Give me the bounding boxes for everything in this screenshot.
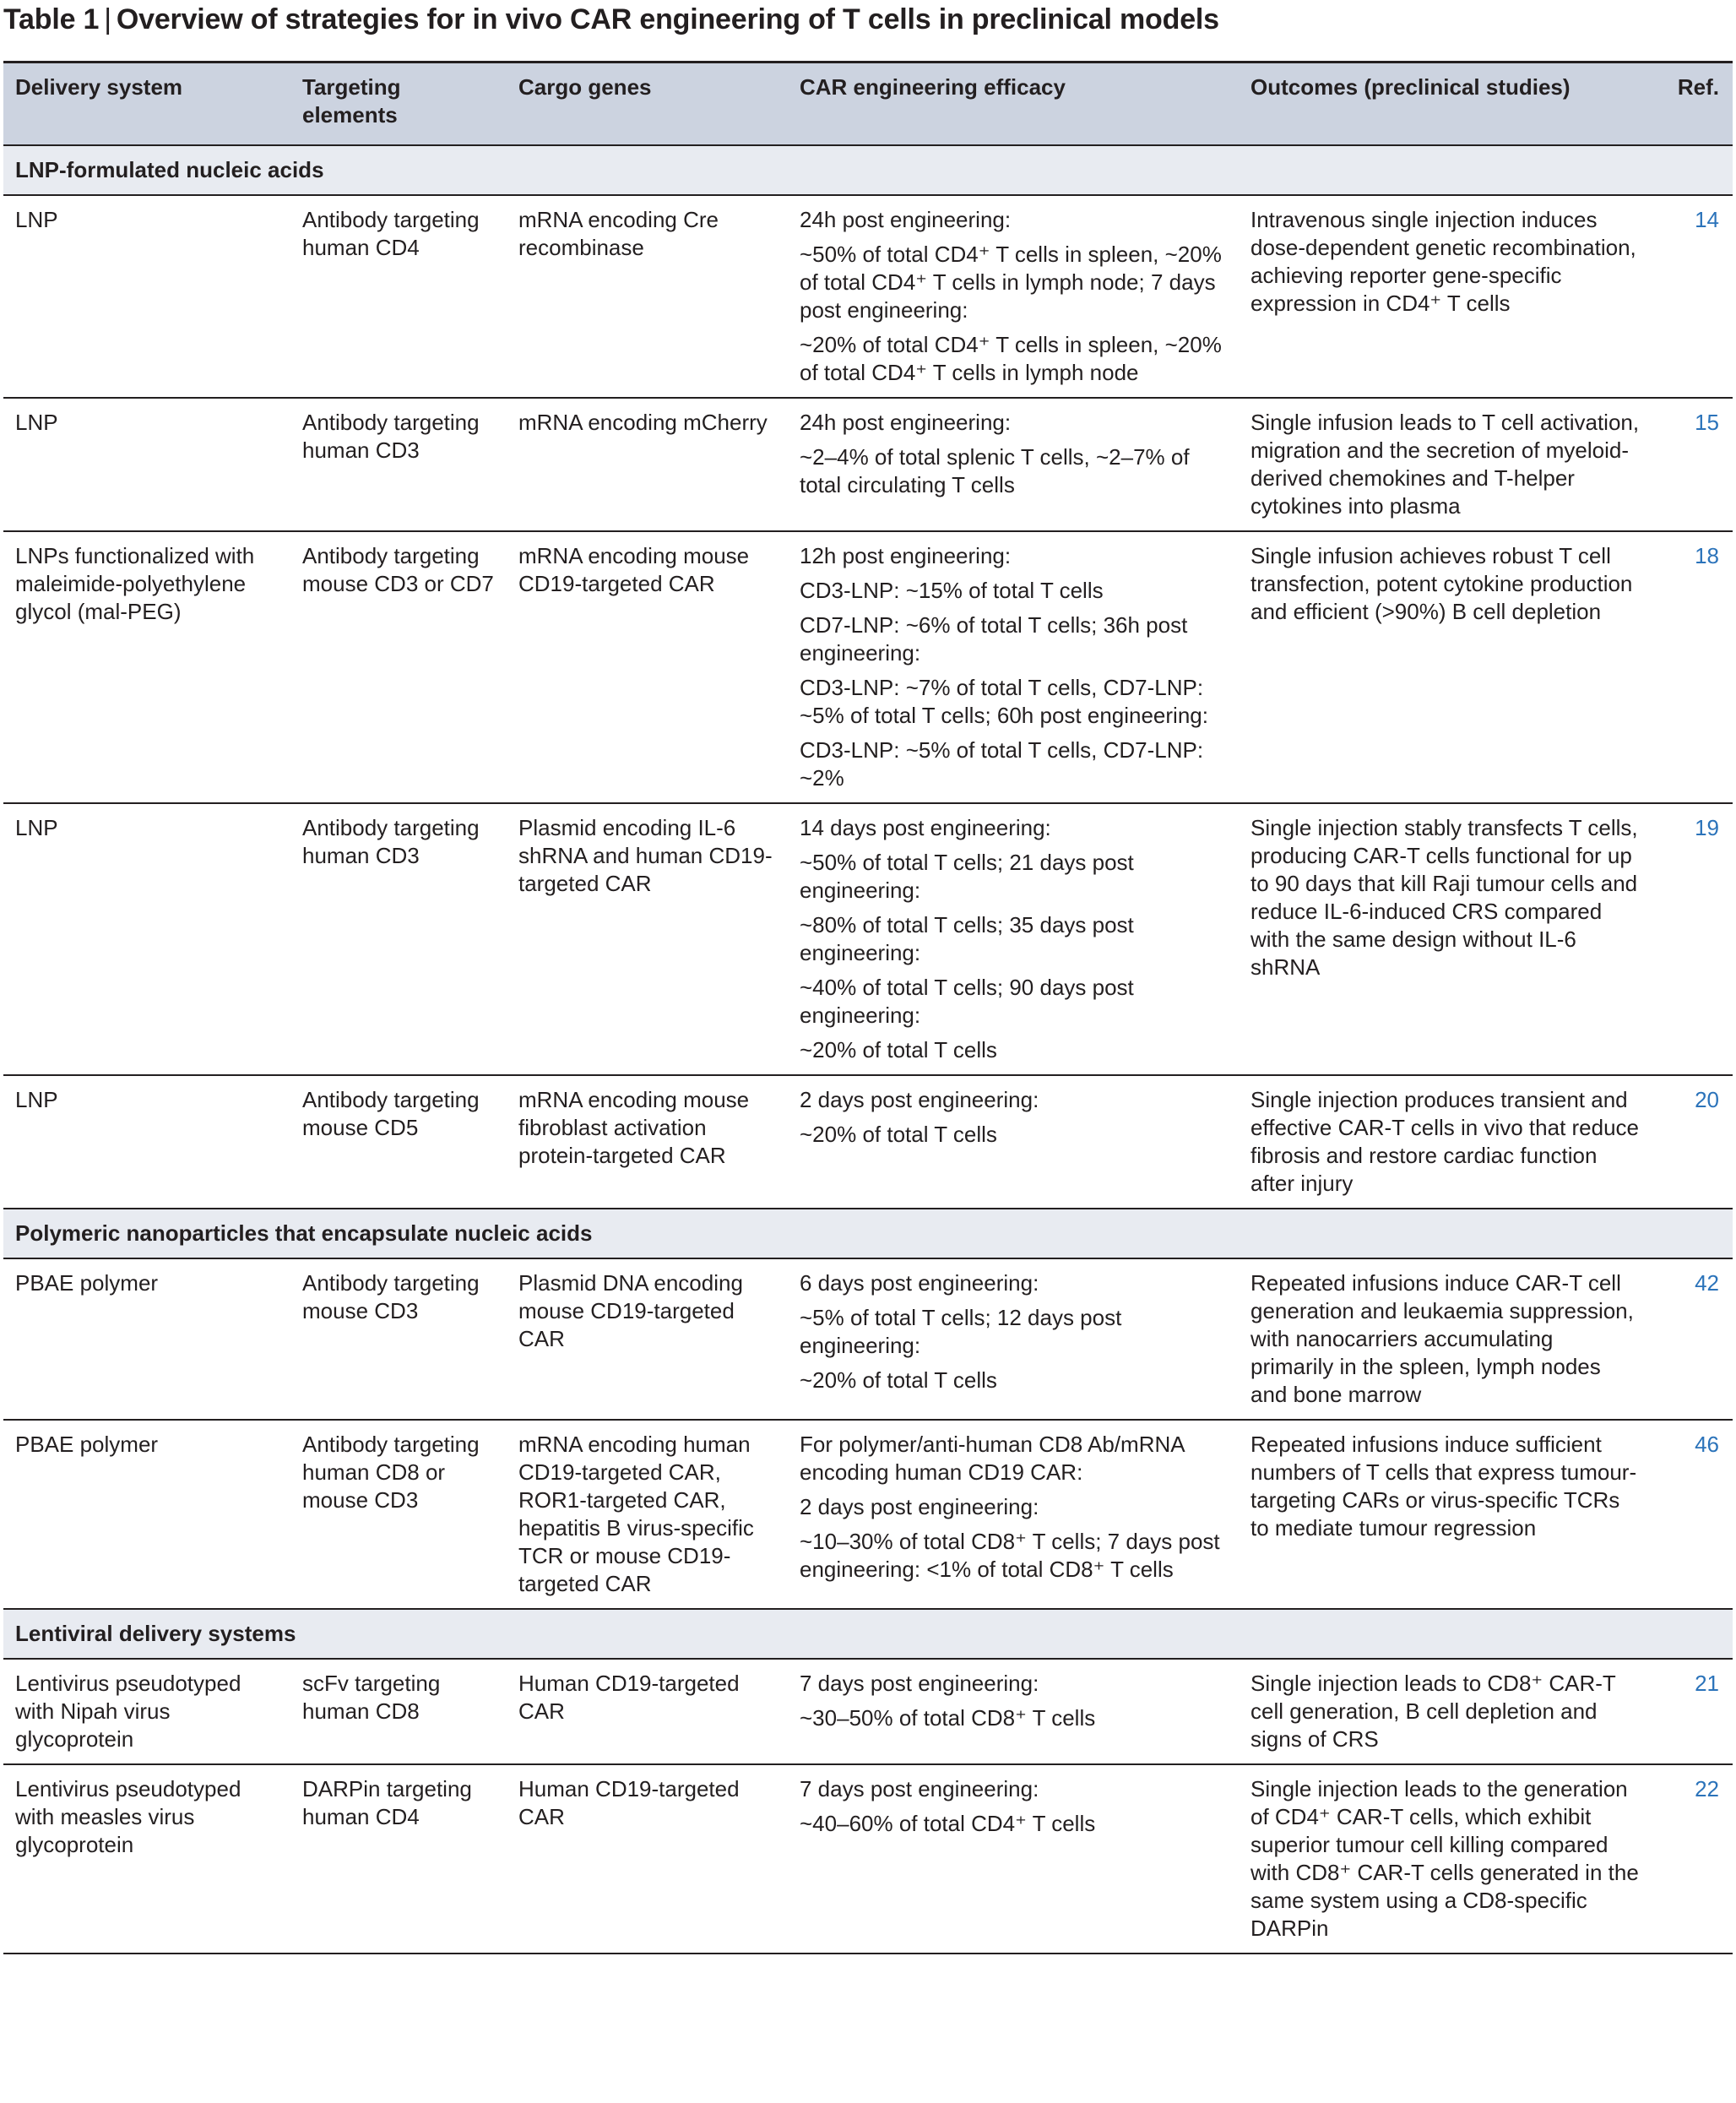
section-title: Lentiviral delivery systems [15, 1621, 296, 1646]
reference-link[interactable]: 20 [1695, 1087, 1719, 1112]
targeting-elements-cell: Antibody targeting human CD4 [302, 207, 480, 260]
delivery-system-cell: PBAE polymer [15, 1270, 159, 1296]
delivery-system-cell: LNPs functionalized with maleimide-polyethylene glycol (mal-PEG) [15, 543, 255, 624]
outcome-cell: Single injection stably transfects T cells, producing CAR-T cells functional for up to 90 days that kill Raji tumour cells and reduce IL-6-induced CRS compared with the same design without IL-6 shRNA [1250, 815, 1638, 980]
targeting-elements-cell: DARPin targeting human CD4 [302, 1776, 472, 1829]
table-row [3, 1764, 1733, 1954]
efficacy-line: ~20% of total T cells [800, 1122, 997, 1147]
efficacy-line: 7 days post engineering: [800, 1776, 1039, 1801]
header-outcomes: Outcomes (preclinical studies) [1250, 74, 1571, 100]
header-delivery-system: Delivery system [15, 74, 183, 100]
cargo-genes-cell: mRNA encoding Cre recombinase [518, 207, 719, 260]
efficacy-cell [788, 398, 1239, 531]
efficacy-line: ~30–50% of total CD8⁺ T cells [800, 1705, 1096, 1731]
cargo-genes-cell: mRNA encoding mCherry [518, 410, 768, 435]
efficacy-line: 12h post engineering: [800, 543, 1012, 568]
efficacy-cell [788, 1764, 1239, 1954]
table-row [3, 803, 1733, 1075]
delivery-system-cell: LNP [15, 1087, 58, 1112]
outcome-cell: Repeated infusions induce CAR-T cell generation and leukaemia suppression, with nanocarriers accumulating primarily in the spleen, lymph nodes and bone marrow [1250, 1270, 1634, 1407]
outcome-cell: Single infusion leads to T cell activation, migration and the secretion of myeloid-derived chemokines and T-helper cytokines into plasma [1250, 410, 1640, 519]
outcome-cell: Single injection leads to CD8⁺ CAR-T cell generation, B cell depletion and signs of CRS [1250, 1671, 1616, 1752]
delivery-system-cell: Lentivirus pseudotyped with Nipah virus glycoprotein [15, 1671, 241, 1752]
cargo-genes-cell: Human CD19-targeted CAR [518, 1671, 740, 1724]
delivery-system-cell: LNP [15, 815, 58, 840]
efficacy-line: ~20% of total T cells [800, 1367, 997, 1393]
efficacy-line: For polymer/anti-human CD8 Ab/mRNA encoding human CD19 CAR: [800, 1432, 1185, 1485]
header-targeting-elements: Targeting elements [302, 74, 401, 128]
table-label: Table 1 [3, 3, 100, 35]
table-row [3, 531, 1733, 803]
reference-link[interactable]: 21 [1695, 1671, 1719, 1696]
targeting-elements-cell: scFv targeting human CD8 [302, 1671, 441, 1724]
efficacy-line: 24h post engineering: [800, 410, 1012, 435]
table-title [3, 3, 1219, 36]
outcome-cell: Single injection leads to the generation of CD4⁺ CAR-T cells, which exhibit superior tumour cell killing compared with CD8⁺ CAR-T cells generated in the same system using a CD8-specific DARPin [1250, 1776, 1639, 1941]
targeting-elements-cell: Antibody targeting human CD8 or mouse CD3 [302, 1432, 480, 1513]
table-row [3, 1420, 1733, 1609]
strategies-table [3, 61, 1733, 1954]
delivery-system-cell: PBAE polymer [15, 1432, 159, 1457]
delivery-system-cell: LNP [15, 410, 58, 435]
efficacy-cell [788, 195, 1239, 398]
delivery-system-cell: LNP [15, 207, 58, 232]
section-row [3, 145, 1733, 195]
reference-link[interactable]: 19 [1695, 815, 1719, 840]
title-separator: | [104, 3, 111, 35]
header-ref: Ref. [1677, 74, 1719, 100]
efficacy-cell [788, 803, 1239, 1075]
table-title-text: Overview of strategies for in vivo CAR engineering of T cells in preclinical models [116, 3, 1219, 35]
efficacy-line: ~80% of total T cells; 35 days post engineering: [800, 912, 1134, 965]
efficacy-line: ~10–30% of total CD8⁺ T cells; 7 days post engineering: <1% of total CD8⁺ T cells [800, 1529, 1220, 1582]
table-row [3, 195, 1733, 398]
outcome-cell: Intravenous single injection induces dose-dependent genetic recombination, achieving reporter gene-specific expression in CD4⁺ T cells [1250, 207, 1636, 316]
table-body [3, 145, 1733, 1954]
efficacy-line: 2 days post engineering: [800, 1087, 1039, 1112]
cargo-genes-cell: mRNA encoding human CD19-targeted CAR, ROR1-targeted CAR, hepatitis B virus-specific TCR or mouse CD19-targeted CAR [518, 1432, 754, 1596]
efficacy-cell [788, 531, 1239, 803]
targeting-elements-cell: Antibody targeting mouse CD3 or CD7 [302, 543, 494, 596]
efficacy-line: 6 days post engineering: [800, 1270, 1039, 1296]
header-cargo-genes: Cargo genes [518, 74, 652, 100]
efficacy-line: CD3-LNP: ~15% of total T cells [800, 578, 1104, 603]
delivery-system-cell: Lentivirus pseudotyped with measles virus glycoprotein [15, 1776, 241, 1857]
efficacy-line: 2 days post engineering: [800, 1494, 1039, 1519]
reference-link[interactable]: 22 [1695, 1776, 1719, 1801]
outcome-cell: Single injection produces transient and effective CAR-T cells in vivo that reduce fibrosis and restore cardiac function after injury [1250, 1087, 1640, 1196]
cargo-genes-cell: Human CD19-targeted CAR [518, 1776, 740, 1829]
efficacy-cell [788, 1420, 1239, 1609]
efficacy-line: ~5% of total T cells; 12 days post engineering: [800, 1305, 1122, 1358]
targeting-elements-cell: Antibody targeting human CD3 [302, 410, 480, 463]
table-row [3, 1659, 1733, 1764]
outcome-cell: Repeated infusions induce sufficient numbers of T cells that express tumour-targeting CARs or virus-specific TCRs to mediate tumour regression [1250, 1432, 1637, 1541]
efficacy-cell [788, 1258, 1239, 1420]
reference-link[interactable]: 42 [1695, 1270, 1719, 1296]
efficacy-line: ~2–4% of total splenic T cells, ~2–7% of total circulating T cells [800, 444, 1190, 497]
efficacy-line: ~40% of total T cells; 90 days post engineering: [800, 975, 1134, 1028]
targeting-elements-cell: Antibody targeting human CD3 [302, 815, 480, 868]
targeting-elements-cell: Antibody targeting mouse CD3 [302, 1270, 480, 1323]
efficacy-line: 7 days post engineering: [800, 1671, 1039, 1696]
cargo-genes-cell: mRNA encoding mouse fibroblast activation protein-targeted CAR [518, 1087, 750, 1168]
reference-link[interactable]: 14 [1695, 207, 1719, 232]
efficacy-line: ~20% of total T cells [800, 1037, 997, 1062]
efficacy-line: 24h post engineering: [800, 207, 1012, 232]
section-row [3, 1209, 1733, 1258]
cargo-genes-cell: mRNA encoding mouse CD19-targeted CAR [518, 543, 750, 596]
table-row [3, 1258, 1733, 1420]
reference-link[interactable]: 15 [1695, 410, 1719, 435]
efficacy-line: 14 days post engineering: [800, 815, 1051, 840]
efficacy-line: CD7-LNP: ~6% of total T cells; 36h post engineering: [800, 612, 1188, 666]
efficacy-line: ~50% of total T cells; 21 days post engineering: [800, 850, 1134, 903]
efficacy-line: ~50% of total CD4⁺ T cells in spleen, ~20% of total CD4⁺ T cells in lymph node; 7 days post engineering: [800, 242, 1222, 323]
efficacy-line: CD3-LNP: ~7% of total T cells, CD7-LNP: ~5% of total T cells; 60h post engineering: [800, 675, 1208, 728]
efficacy-line: CD3-LNP: ~5% of total T cells, CD7-LNP: ~2% [800, 737, 1204, 791]
efficacy-cell [788, 1075, 1239, 1209]
section-title: Polymeric nanoparticles that encapsulate nucleic acids [15, 1220, 593, 1246]
efficacy-line: ~40–60% of total CD4⁺ T cells [800, 1811, 1096, 1836]
efficacy-line: ~20% of total CD4⁺ T cells in spleen, ~20% of total CD4⁺ T cells in lymph node [800, 332, 1222, 385]
targeting-elements-cell: Antibody targeting mouse CD5 [302, 1087, 480, 1140]
table-row [3, 1075, 1733, 1209]
cargo-genes-cell: Plasmid DNA encoding mouse CD19-targeted CAR [518, 1270, 743, 1351]
efficacy-cell [788, 1659, 1239, 1764]
outcome-cell: Single infusion achieves robust T cell transfection, potent cytokine production and efficient (>90%) B cell depletion [1250, 543, 1633, 624]
header-car-efficacy: CAR engineering efficacy [800, 74, 1066, 100]
cargo-genes-cell: Plasmid encoding IL-6 shRNA and human CD19-targeted CAR [518, 815, 773, 896]
header-row [3, 62, 1733, 146]
table-row [3, 398, 1733, 531]
section-title: LNP-formulated nucleic acids [15, 157, 324, 182]
reference-link[interactable]: 18 [1695, 543, 1719, 568]
section-row [3, 1609, 1733, 1659]
reference-link[interactable]: 46 [1695, 1432, 1719, 1457]
